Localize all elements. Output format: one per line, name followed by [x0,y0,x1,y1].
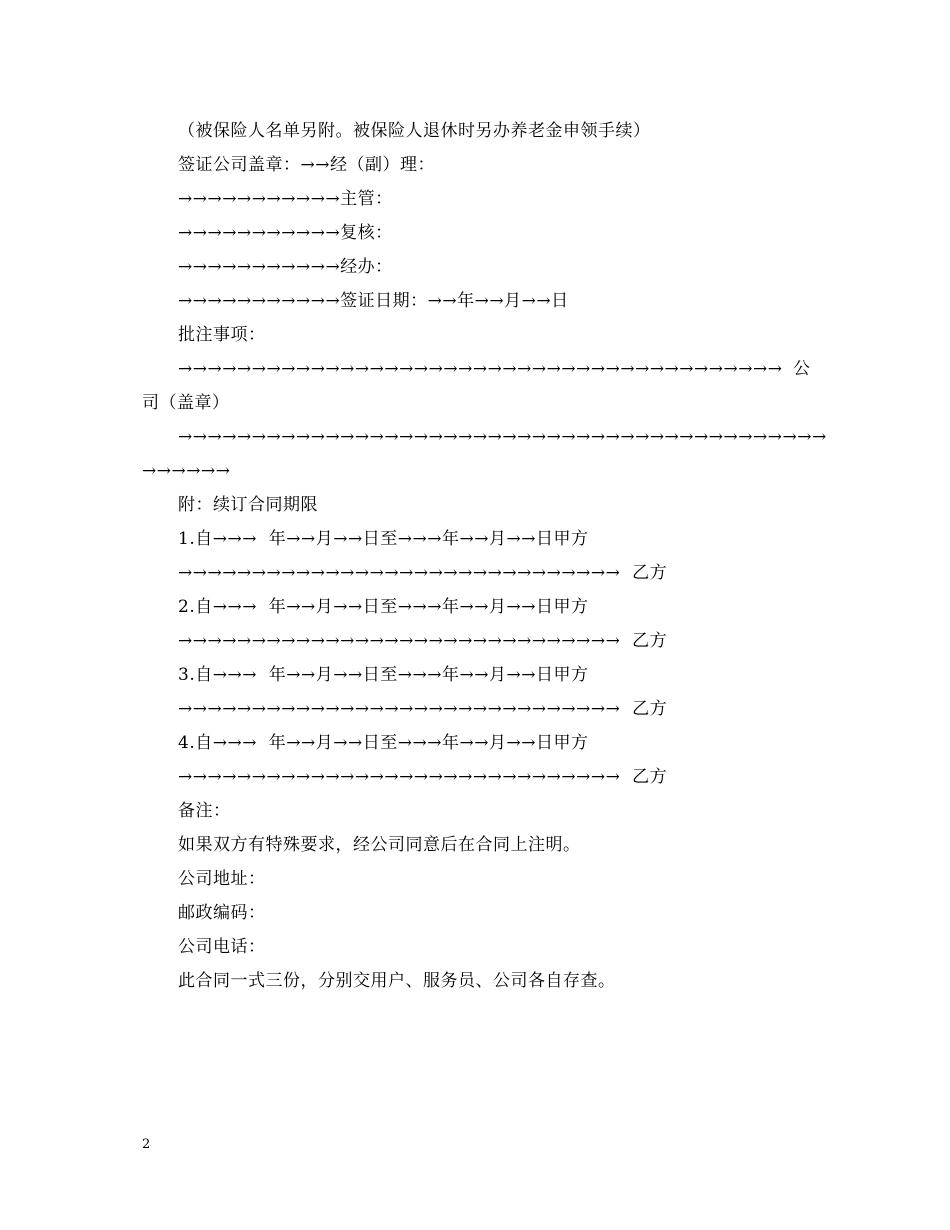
remarks-text: 如果双方有特殊要求，经公司同意后在合同上注明。 [178,835,581,855]
renewal-period-3: 3.自→→→ 年→→月→→日至→→→年→→月→→日甲方 [178,665,589,685]
arrow-line-long: →→→→→→→→→→→→→→→→→→→→→→→→→→→→→→→→→→→→→→→→→→→→ [178,427,827,447]
page-number: 2 [142,1137,151,1152]
postal-code: 邮政编码： [178,903,266,923]
company-seal-text: 司（盖章） [142,393,230,413]
review-line: →→→→→→→→→→→复核： [178,223,393,243]
renewal-party-b-4: →→→→→→→→→→→→→→→→→→→→→→→→→→→→→→ 乙方 [178,767,668,787]
supervisor-line: →→→→→→→→→→→主管： [178,189,393,209]
arrow-line-short: →→→→→→ [142,461,231,481]
renewal-period-1: 1.自→→→ 年→→月→→日至→→→年→→月→→日甲方 [178,529,589,549]
renewal-party-b-2: →→→→→→→→→→→→→→→→→→→→→→→→→→→→→→ 乙方 [178,631,668,651]
insured-note: （被保险人名单另附。被保险人退休时另办养老金申领手续） [178,121,651,141]
visa-company-seal-line: 签证公司盖章：→→经（副）理： [178,155,435,175]
visa-date-line: →→→→→→→→→→→签证日期：→→年→→月→→日 [178,291,569,311]
company-phone: 公司电话： [178,937,266,957]
handler-line: →→→→→→→→→→→经办： [178,257,393,277]
copies-note: 此合同一式三份，分别交用户、服务员、公司各自存查。 [178,971,616,991]
remarks-heading: 备注： [178,801,231,821]
renewal-heading: 附：续订合同期限 [178,495,318,515]
annotation-heading: 批注事项： [178,325,266,345]
renewal-party-b-3: →→→→→→→→→→→→→→→→→→→→→→→→→→→→→→ 乙方 [178,699,668,719]
renewal-party-b-1: →→→→→→→→→→→→→→→→→→→→→→→→→→→→→→ 乙方 [178,563,668,583]
company-address: 公司地址： [178,869,266,889]
company-fragment: 公 [793,359,810,379]
renewal-period-2: 2.自→→→ 年→→月→→日至→→→年→→月→→日甲方 [178,597,589,617]
annotation-arrow-line: →→→→→→→→→→→→→→→→→→→→→→→→→→→→→→→→→→→→→→→→→ [178,359,783,379]
renewal-period-4: 4.自→→→ 年→→月→→日至→→→年→→月→→日甲方 [178,733,589,753]
